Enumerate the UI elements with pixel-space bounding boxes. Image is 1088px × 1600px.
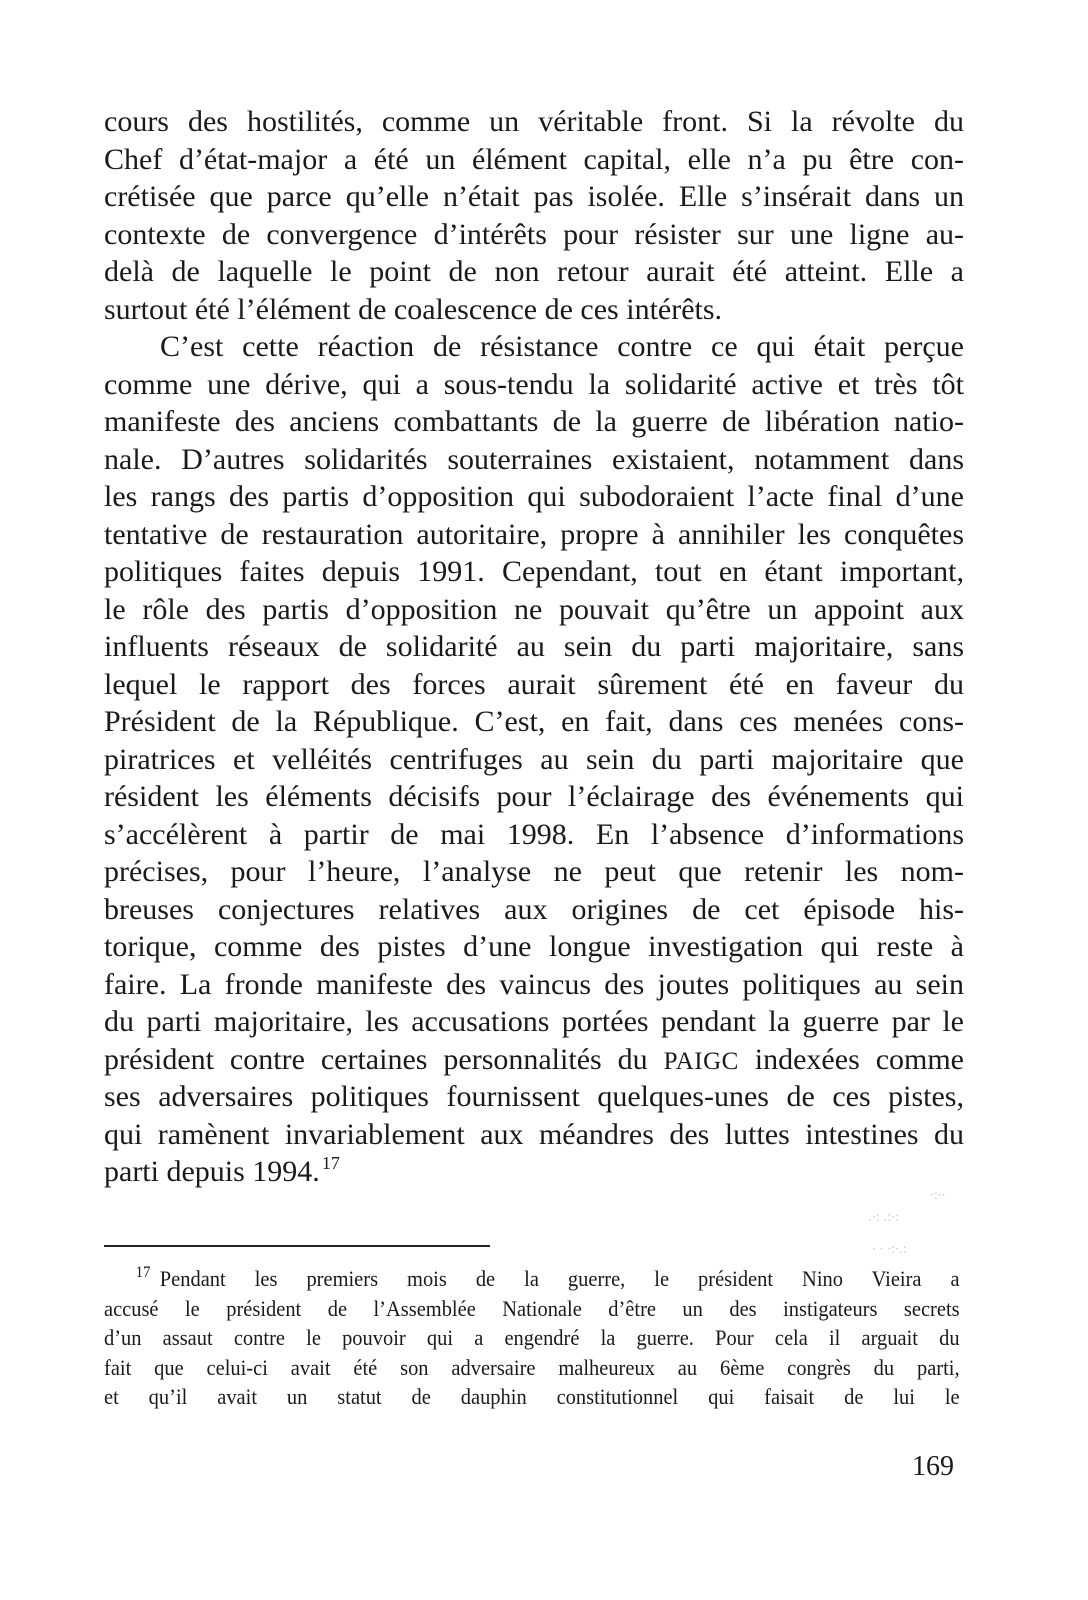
text-line [104,1153,964,1191]
scan-speck: .·: .:·: [868,1210,900,1224]
text-line: le rôle des partis d’opposition ne pouvait qu’être un appoint aux [104,592,964,626]
text-line: qui ramènent invariablement aux méandres des luttes intestines du [104,1117,964,1151]
text-line [104,1041,964,1079]
text-line: politiques faites depuis 1991. Cependant, tout en étant important, [104,555,964,588]
footnote-line [104,1264,960,1294]
text-line: piratrices et velléités centrifuges au sein du parti majoritaire que [104,742,964,776]
footnote-mark: 17 [135,1264,151,1281]
footnote-line: fait que celui-ci avait été son adversaire malheureux au 6ème congrès du parti, [104,1354,960,1380]
text-fragment: président contre certaines personnalités du [104,1042,664,1076]
text-line: les rangs des partis d’opposition qui subodoraient l’acte final d’une [104,480,964,513]
text-line: surtout été l’élément de coalescence de ces intérêts. [104,292,723,326]
scan-speck: · · ·:·.: [872,1242,907,1256]
text-line: delà de laquelle le point de non retour aurait été atteint. Elle a [104,255,964,288]
footnote-line: et qu’il avait un statut de dauphin constitutionnel qui faisait de lui le [104,1384,960,1409]
scan-speck: ·:·· [930,1188,946,1202]
text-line: résident les éléments décisifs pour l’éclairage des événements qui [104,780,964,813]
text-line: faire. La fronde manifeste des vaincus des joutes politiques au sein [104,967,964,1001]
body-text [104,103,964,1191]
text-line: comme une dérive, qui a sous-tendu la solidarité active et très tôt [104,367,964,401]
page-number: 169 [912,1451,954,1482]
text-line: s’accélèrent à partir de mai 1998. En l’absence d’informations [104,817,964,851]
text-fragment: indexées comme [738,1042,965,1076]
text-line: breuses conjectures relatives aux origines de cet épisode his- [104,892,964,926]
text-line: manifeste des anciens combattants de la guerre de libération natio- [104,405,964,438]
text-line: torique, comme des pistes d’une longue investigation qui reste à [104,930,964,963]
text-line: Chef d’état-major a été un élément capital, elle n’a pu être con- [104,142,964,176]
footnote-line: d’un assaut contre le pouvoir qui a engendré la guerre. Pour cela il arguait du [104,1325,960,1350]
text-line: crétisée que parce qu’elle n’était pas isolée. Elle s’insérait dans un [104,180,964,213]
text-line: contexte de convergence d’intérêts pour résister sur une ligne au- [104,217,964,251]
text-fragment: Pendant les premiers mois de la guerre, le président Nino Vieira a [159,1266,960,1291]
text-line: du parti majoritaire, les accusations portées pendant la guerre par le [104,1005,964,1038]
party-acronym: PAIGC [663,1047,739,1075]
text-line: lequel le rapport des forces aurait sûrement été en faveur du [104,667,964,701]
footnote-line: accusé le président de l’Assemblée Nationale d’être un des instigateurs secrets [104,1295,960,1321]
text-line: nale. D’autres solidarités souterraines existaient, notamment dans [104,442,964,476]
footnote-reference[interactable]: 17 [321,1153,340,1173]
text-line: tentative de restauration autoritaire, propre à annihiler les conquêtes [104,517,964,551]
text-line: C’est cette réaction de résistance contre ce qui était perçue [160,330,964,363]
footnote-separator [104,1245,490,1247]
text-line: cours des hostilités, comme un véritable front. Si la révolte du [104,105,964,138]
text-line: Président de la République. C’est, en fait, dans ces menées cons- [104,705,964,738]
text-line: précises, pour l’heure, l’analyse ne peut que retenir les nom- [104,855,964,888]
text-line: influents réseaux de solidarité au sein du parti majoritaire, sans [104,630,964,663]
text-line: ses adversaires politiques fournissent quelques-unes de ces pistes, [104,1080,964,1113]
text-fragment: parti depuis 1994. [104,1155,320,1188]
footnote [104,1264,960,1412]
